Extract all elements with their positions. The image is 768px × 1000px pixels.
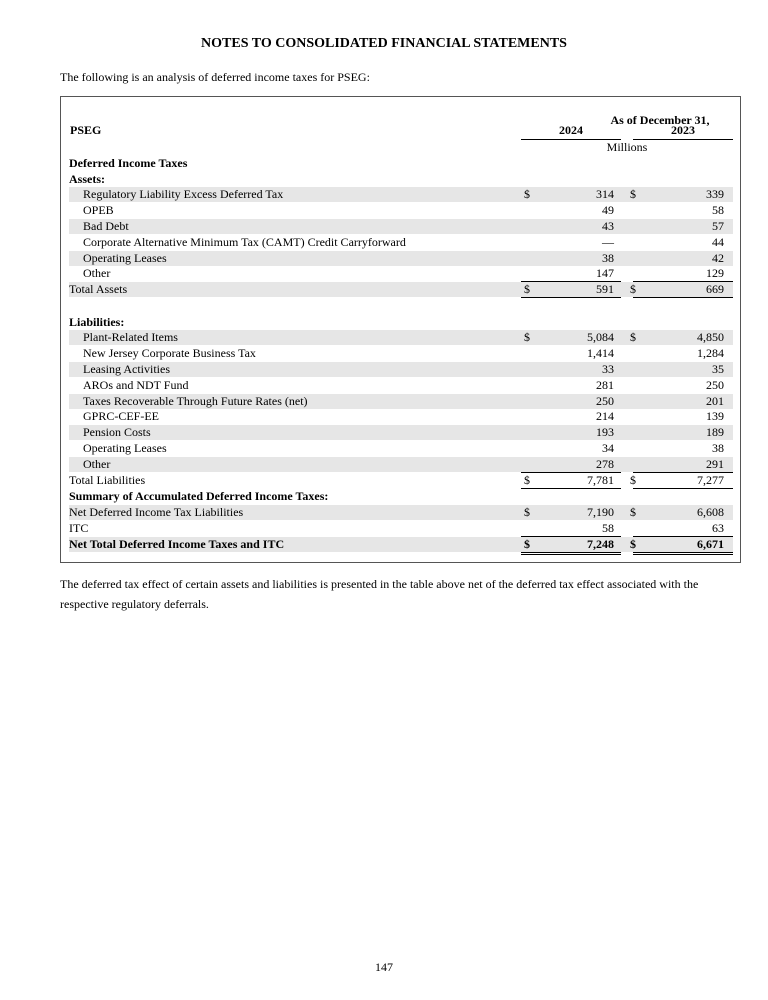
table-row — [69, 409, 733, 424]
table-row — [69, 219, 733, 234]
value-2024: 7,190 — [587, 505, 614, 519]
net-total-row — [69, 537, 733, 552]
total-liabilities-row — [69, 473, 733, 488]
currency-symbol: $ — [524, 505, 530, 519]
table-row — [69, 378, 733, 393]
value-2023: 6,671 — [697, 537, 724, 551]
value-2024: 591 — [596, 282, 614, 296]
row-label: Bad Debt — [83, 219, 129, 233]
value-2023: 35 — [712, 362, 724, 376]
unit-label: Millions — [606, 140, 648, 154]
value-2024: 314 — [596, 187, 614, 201]
table-row — [69, 521, 733, 536]
row-label: Operating Leases — [83, 441, 167, 455]
currency-symbol: $ — [524, 473, 530, 487]
value-2023: 58 — [712, 203, 724, 217]
currency-symbol: $ — [524, 330, 530, 344]
value-2023: 7,277 — [697, 473, 724, 487]
table-row — [69, 505, 733, 520]
row-label: Plant-Related Items — [83, 330, 178, 344]
row-label: Pension Costs — [83, 425, 151, 439]
deferred-tax-table — [60, 96, 741, 563]
value-2024: 49 — [602, 203, 614, 217]
row-label: Corporate Alternative Minimum Tax (CAMT) Credit Carryforward — [83, 235, 406, 249]
value-2024: 147 — [596, 266, 614, 280]
value-2023: 6,608 — [697, 505, 724, 519]
summary-heading-row — [69, 489, 733, 504]
grand-total-double-rule — [521, 552, 621, 555]
value-2024: 214 — [596, 409, 614, 423]
table-row — [69, 457, 733, 472]
value-2023: 189 — [706, 425, 724, 439]
value-2023: 1,284 — [697, 346, 724, 360]
row-label: Operating Leases — [83, 251, 167, 265]
row-label: Other — [83, 457, 111, 471]
intro-text: The following is an analysis of deferred income taxes for PSEG: — [60, 70, 370, 84]
value-2024: 7,248 — [587, 537, 614, 551]
section-title: Deferred Income Taxes — [69, 156, 188, 170]
currency-symbol: $ — [630, 505, 636, 519]
value-2024: 250 — [596, 394, 614, 408]
value-2024: — — [602, 235, 614, 249]
total-rule — [633, 297, 733, 298]
assets-heading-row — [69, 172, 733, 187]
currency-symbol: $ — [630, 473, 636, 487]
liabilities-heading: Liabilities: — [69, 315, 125, 329]
value-2023: 4,850 — [697, 330, 724, 344]
table-row — [69, 362, 733, 377]
value-2023: 42 — [712, 251, 724, 265]
year-2024-header: 2024 — [559, 123, 583, 137]
value-2023: 669 — [706, 282, 724, 296]
currency-symbol: $ — [630, 187, 636, 201]
row-label: Total Assets — [69, 282, 128, 296]
currency-symbol: $ — [524, 282, 530, 296]
value-2023: 57 — [712, 219, 724, 233]
table-row — [69, 425, 733, 440]
row-label: Taxes Recoverable Through Future Rates (net) — [83, 394, 308, 408]
currency-symbol: $ — [630, 282, 636, 296]
value-2023: 291 — [706, 457, 724, 471]
value-2024: 34 — [602, 441, 614, 455]
value-2024: 43 — [602, 219, 614, 233]
table-row — [69, 203, 733, 218]
value-2024: 193 — [596, 425, 614, 439]
value-2024: 58 — [602, 521, 614, 535]
year-2023-header: 2023 — [671, 123, 695, 137]
table-row — [69, 441, 733, 456]
row-label: Leasing Activities — [83, 362, 170, 376]
section-heading-row — [69, 156, 733, 171]
column-group-header: As of December 31, — [610, 113, 710, 127]
page-number: 147 — [375, 960, 393, 974]
assets-heading: Assets: — [69, 172, 105, 186]
currency-symbol: $ — [630, 330, 636, 344]
row-label: OPEB — [83, 203, 114, 217]
value-2023: 129 — [706, 266, 724, 280]
value-2024: 33 — [602, 362, 614, 376]
table-row — [69, 394, 733, 409]
table-row — [69, 330, 733, 345]
row-label: Total Liabilities — [69, 473, 146, 487]
value-2023: 139 — [706, 409, 724, 423]
value-2023: 44 — [712, 235, 724, 249]
footnote-paragraph: The deferred tax effect of certain assets and liabilities is presented in the table above net of the deferred tax effect associated with the respective regulatory deferrals. — [60, 577, 699, 611]
value-2024: 5,084 — [587, 330, 614, 344]
value-2024: 38 — [602, 251, 614, 265]
value-2024: 1,414 — [587, 346, 614, 360]
grand-total-double-rule — [633, 552, 733, 555]
row-label: Net Deferred Income Tax Liabilities — [69, 505, 244, 519]
value-2023: 63 — [712, 521, 724, 535]
total-assets-row — [69, 282, 733, 297]
page-title: NOTES TO CONSOLIDATED FINANCIAL STATEMENTS — [201, 36, 567, 51]
entity-label: PSEG — [70, 123, 102, 137]
currency-symbol: $ — [630, 537, 636, 551]
value-2023: 38 — [712, 441, 724, 455]
value-2024: 281 — [596, 378, 614, 392]
row-label: New Jersey Corporate Business Tax — [83, 346, 256, 360]
value-2023: 339 — [706, 187, 724, 201]
table-row — [69, 346, 733, 361]
value-2023: 201 — [706, 394, 724, 408]
row-label: GPRC-CEF-EE — [83, 409, 160, 423]
table-row — [69, 235, 733, 250]
table-row — [69, 251, 733, 266]
row-label: Net Total Deferred Income Taxes and ITC — [69, 537, 285, 551]
total-rule — [521, 297, 621, 298]
row-label: Regulatory Liability Excess Deferred Tax — [83, 187, 284, 201]
liabilities-heading-row — [69, 315, 733, 330]
row-label: Other — [83, 266, 111, 280]
currency-symbol: $ — [524, 187, 530, 201]
row-label: ITC — [69, 521, 89, 535]
value-2024: 278 — [596, 457, 614, 471]
table-row — [69, 266, 733, 281]
row-label: AROs and NDT Fund — [83, 378, 189, 392]
summary-heading: Summary of Accumulated Deferred Income Taxes: — [69, 489, 329, 503]
value-2024: 7,781 — [587, 473, 614, 487]
table-row — [69, 187, 733, 202]
value-2023: 250 — [706, 378, 724, 392]
currency-symbol: $ — [524, 537, 530, 551]
